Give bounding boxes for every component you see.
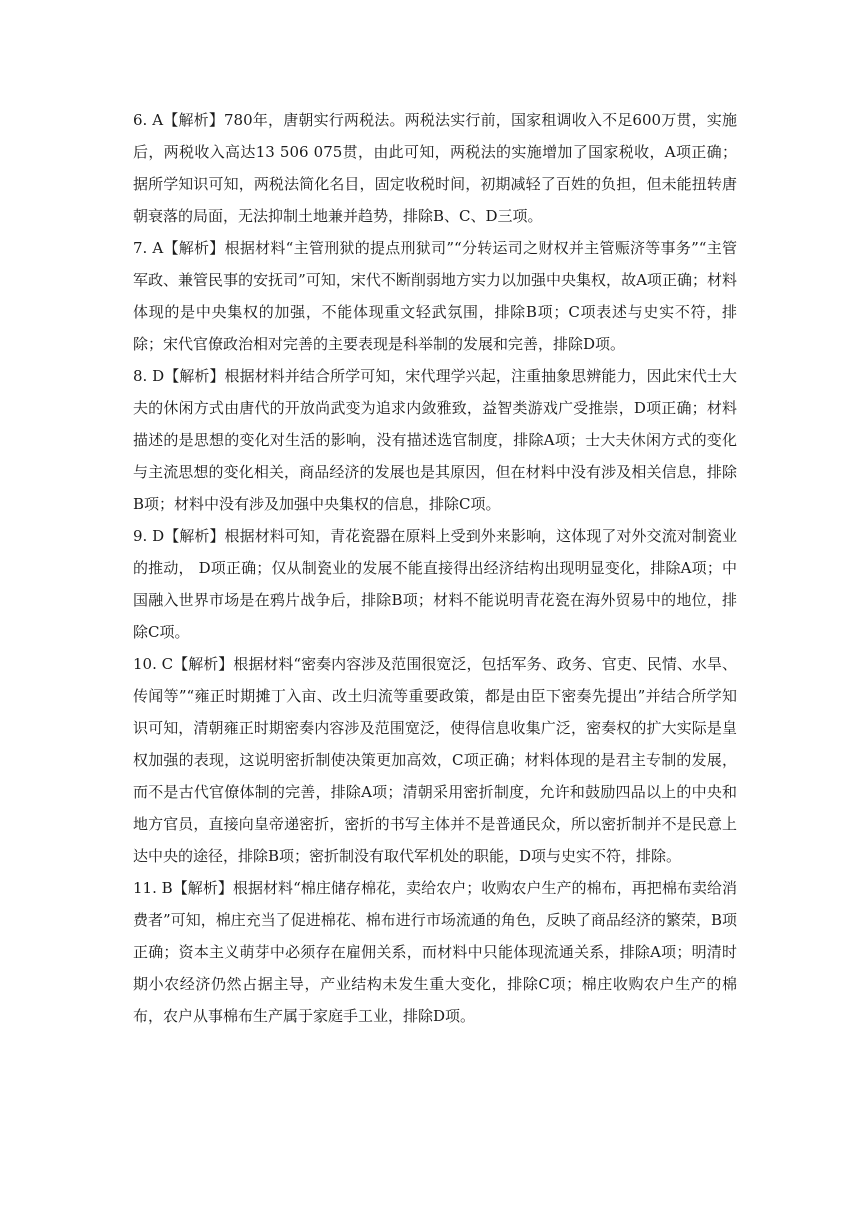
explanation-item-9: 9. D【解析】根据材料可知，青花瓷器在原料上受到外来影响，这体现了对外交流对制瓷业的推动， D项正确；仅从制瓷业的发展不能直接得出经济结构出现明显变化，排除A项；中国融入世界市场是在鸦片战争后，排除B项；材料不能说明青花瓷在海外贸易中的地位，排除C项。 [133,527,737,641]
explanation-item-10: 10. C【解析】根据材料“密奏内容涉及范围很宽泛，包括军务、政务、官吏、民情、水旱、传闻等”“雍正时期摊丁入亩、改土归流等重要政策，都是由臣下密奏先提出”并结合所学知识可知，清朝雍正时期密奏内容涉及范围宽泛，使得信息收集广泛，密奏权的扩大实际是皇权加强的表现，这说明密折制使决策更加高效，C项正确；材料体现的是君主专制的发展，而不是古代官僚体制的完善，排除A项；清朝采用密折制度，允许和鼓励四品以上的中央和地方官员，直接向皇帝递密折，密折的书写主体并不是普通民众，所以密折制并不是民意上达中央的途径，排除B项；密折制没有取代军机处的职能，D项与史实不符，排除。 [133,655,737,865]
explanation-item-7: 7. A【解析】根据材料“主管刑狱的提点刑狱司”“分转运司之财权并主管赈济等事务”“主管军政、兼管民事的安抚司”可知，宋代不断削弱地方实力以加强中央集权，故A项正确；材料体现的是中央集权的加强，不能体现重文轻武氛围，排除B项；C项表述与史实不符，排除；宋代官僚政治相对完善的主要表现是科举制的发展和完善，排除D项。 [133,239,737,353]
explanation-item-11: 11. B【解析】根据材料“棉庄储存棉花，卖给农户；收购农户生产的棉布，再把棉布卖给消费者”可知，棉庄充当了促进棉花、棉布进行市场流通的角色，反映了商品经济的繁荣，B项正确；资本主义萌芽中必须存在雇佣关系，而材料中只能体现流通关系，排除A项；明清时期小农经济仍然占据主导，产业结构未发生重大变化，排除C项；棉庄收购农户生产的棉布，农户从事棉布生产属于家庭手工业，排除D项。 [133,879,737,1025]
explanation-item-6: 6. A【解析】780年，唐朝实行两税法。两税法实行前，国家租调收入不足600万贯，实施后，两税收入高达13 506 075贯，由此可知，两税法的实施增加了国家税收，A项正确；据所学知识可知，两税法简化名目，固定收税时间，初期减轻了百姓的负担，但未能扭转唐朝衰落的局面，无法抑制土地兼并趋势，排除B、C、D三项。 [133,111,737,225]
answer-explanations [133,104,737,1032]
explanation-item-8: 8. D【解析】根据材料并结合所学可知，宋代理学兴起，注重抽象思辨能力，因此宋代士大夫的休闲方式由唐代的开放尚武变为追求内敛雅致，益智类游戏广受推崇，D项正确；材料描述的是思想的变化对生活的影响，没有描述选官制度，排除A项；士大夫休闲方式的变化与主流思想的变化相关，商品经济的发展也是其原因，但在材料中没有涉及相关信息，排除B项；材料中没有涉及加强中央集权的信息，排除C项。 [133,367,737,513]
